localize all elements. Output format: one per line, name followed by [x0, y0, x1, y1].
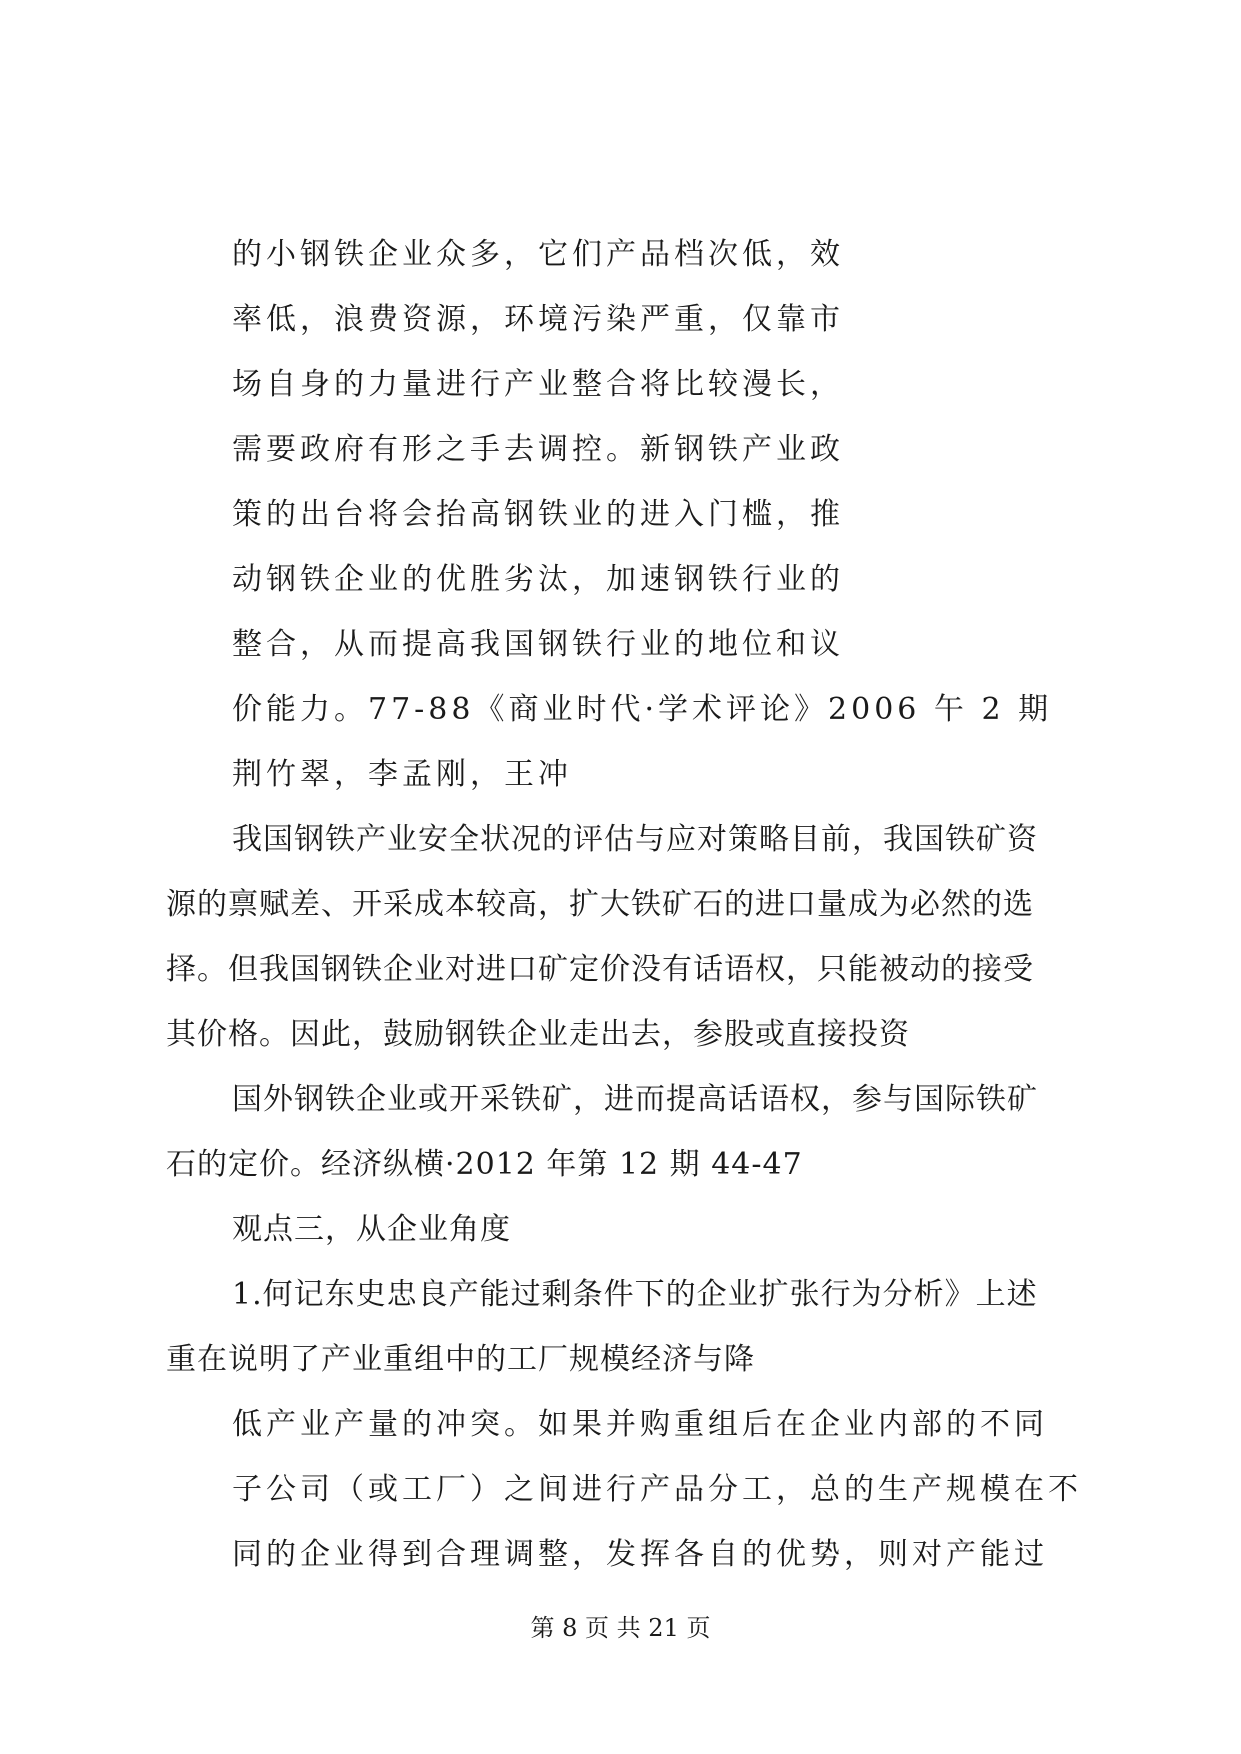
text-line: 石的定价。经济纵横·2012 年第 12 期 44-47	[166, 1147, 803, 1182]
text-line: 动钢铁企业的优胜劣汰，加速钢铁行业的	[232, 562, 844, 597]
text-line: 观点三，从企业角度	[232, 1212, 511, 1247]
text-line: 同的企业得到合理调整，发挥各自的优势，则对产能过	[232, 1537, 1048, 1572]
text-line: 策的出台将会抬高钢铁业的进入门槛，推	[232, 497, 844, 532]
text-line: 场自身的力量进行产业整合将比较漫长，	[232, 367, 844, 402]
text-line: 低产业产量的冲突。如果并购重组后在企业内部的不同	[232, 1407, 1048, 1442]
text-line: 价能力。77-88《商业时代·学术评论》2006 午 2 期	[232, 692, 1053, 727]
text-line: 荆竹翠，李孟刚，王冲	[232, 757, 572, 792]
text-line: 需要政府有形之手去调控。新钢铁产业政	[232, 432, 844, 467]
text-line: 整合，从而提高我国钢铁行业的地位和议	[232, 627, 844, 662]
text-line: 择。但我国钢铁企业对进口矿定价没有话语权，只能被动的接受	[166, 952, 1034, 987]
text-line: 率低，浪费资源，环境污染严重，仅靠市	[232, 302, 844, 337]
text-line: 其价格。因此，鼓励钢铁企业走出去，参股或直接投资	[166, 1017, 910, 1052]
text-line: 我国钢铁产业安全状况的评估与应对策略目前，我国铁矿资	[232, 822, 1038, 857]
text-line: 源的禀赋差、开采成本较高，扩大铁矿石的进口量成为必然的选	[166, 887, 1034, 922]
text-line: 1.何记东史忠良产能过剩条件下的企业扩张行为分析》上述	[232, 1277, 1038, 1312]
text-line: 重在说明了产业重组中的工厂规模经济与降	[166, 1342, 755, 1377]
text-line: 国外钢铁企业或开采铁矿，进而提高话语权，参与国际铁矿	[232, 1082, 1038, 1117]
text-line: 子公司（或工厂）之间进行产品分工，总的生产规模在不	[232, 1472, 1082, 1507]
page-number-footer: 第 8 页 共 21 页	[530, 1614, 711, 1642]
text-line: 的小钢铁企业众多，它们产品档次低，效	[232, 237, 844, 272]
